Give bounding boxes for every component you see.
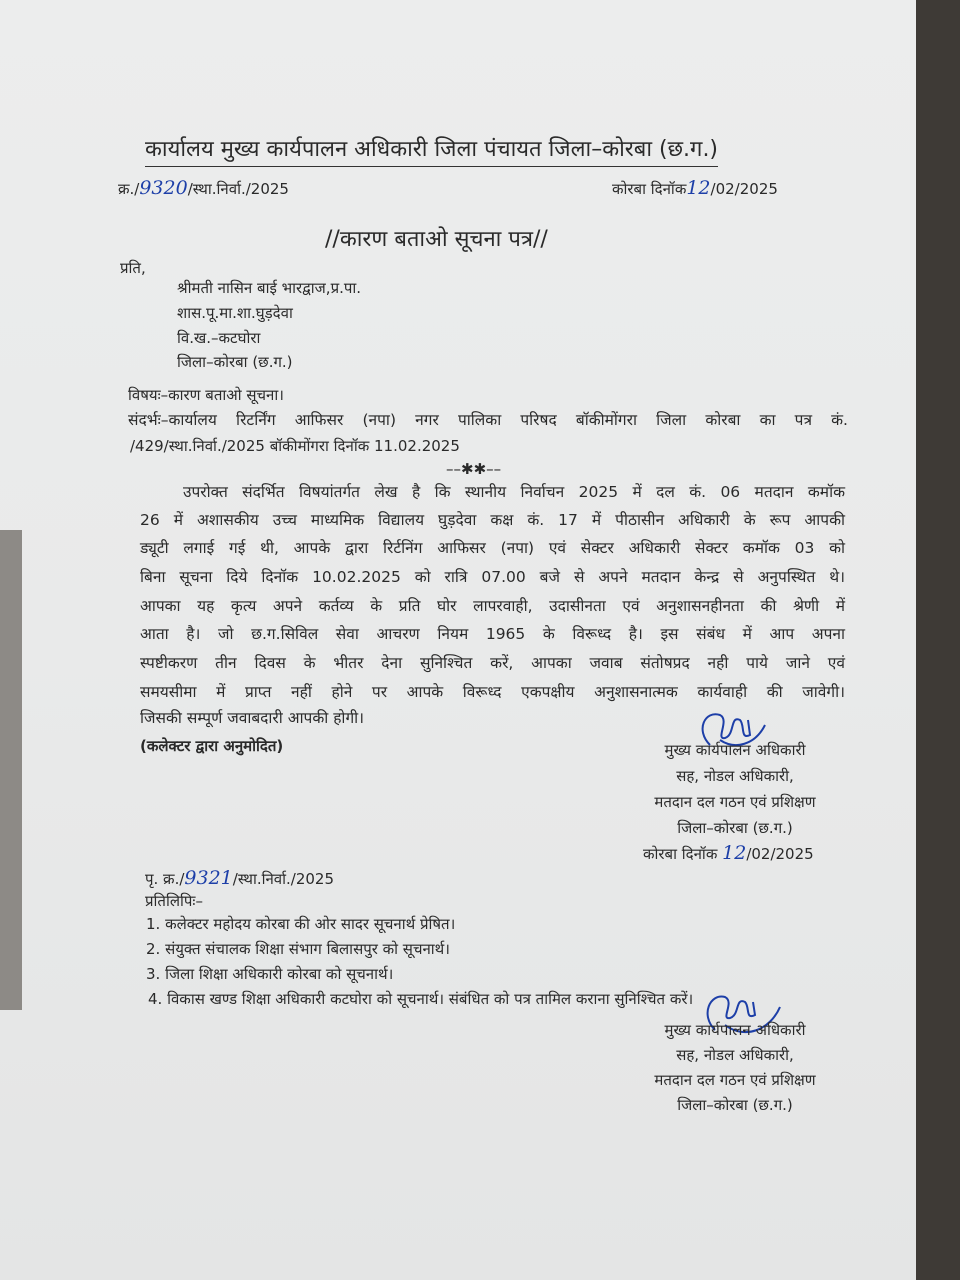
date-prefix: कोरबा दिनॉक xyxy=(643,845,718,863)
signature-block-line: मुख्य कार्यपालन अधिकारी xyxy=(664,1021,806,1039)
recipient-line: जिला–कोरबा (छ.ग.) xyxy=(177,353,293,371)
date-prefix: कोरबा दिनॉक xyxy=(612,180,687,198)
body-line: बिना सूचना दिये दिनॉक 10.02.2025 को रात्रि 07.00 बजे से अपने मतदान केन्द्र से अनुपस्थित थे। xyxy=(140,568,845,586)
signature-block-line: मतदान दल गठन एवं प्रशिक्षण xyxy=(654,1071,816,1089)
ref-prefix: क्र./ xyxy=(118,180,140,198)
copy-item: 4. विकास खण्ड शिक्षा अधिकारी कटघोरा को सूचनार्थ। संबंधित को पत्र तामिल कराना सुनिश्चित करें। xyxy=(148,990,694,1008)
signature-date: कोरबा दिनॉक 12/02/2025 xyxy=(643,842,814,864)
copy-label: प्रतिलिपिः– xyxy=(145,892,203,910)
body-line: स्पष्टीकरण तीन दिवस के भीतर देना सुनिश्चित करें, आपका जवाब संतोषप्रद नही पाये जाने एवं xyxy=(140,654,845,672)
subject-line: विषयः–कारण बताओ सूचना। xyxy=(128,386,284,404)
approval-note: (कलेक्टर द्वारा अनुमोदित) xyxy=(140,737,284,755)
signature-block-line: जिला–कोरबा (छ.ग.) xyxy=(677,1096,793,1114)
body-line: आपका यह कृत्य अपने कर्तव्य के प्रति घोर लापरवाही, उदासीनता एवं अनुशासनहीनता की श्रेणी में xyxy=(140,597,845,615)
signature-block-line: सह, नोडल अधिकारी, xyxy=(676,1046,794,1064)
signature-block-line: मुख्य कार्यपालन अधिकारी xyxy=(664,741,806,759)
letter-date xyxy=(612,178,778,199)
office-title: कार्यालय मुख्य कार्यपालन अधिकारी जिला पंचायत जिला–कोरबा (छ.ग.) xyxy=(145,136,718,167)
copy-item: 3. जिला शिक्षा अधिकारी कोरबा को सूचनार्थ। xyxy=(146,965,394,983)
body-line: जिसकी सम्पूर्ण जवाबदारी आपकी होगी। xyxy=(140,709,365,727)
handwritten-date-day: 12 xyxy=(686,177,711,199)
ref-suffix: /स्था.निर्वा./2025 xyxy=(232,870,335,888)
ref-suffix: /स्था.निर्वा./2025 xyxy=(187,180,289,198)
signature-block-line: जिला–कोरबा (छ.ग.) xyxy=(677,819,793,837)
handwritten-date-day: 12 xyxy=(722,842,747,864)
signature-block-line: सह, नोडल अधिकारी, xyxy=(676,767,794,785)
date-suffix: 02/2025 xyxy=(751,845,814,863)
handwritten-ref-number: 9320 xyxy=(139,177,188,199)
copy-item: 1. कलेक्टर महोदय कोरबा की ओर सादर सूचनार्थ प्रेषित। xyxy=(146,915,456,933)
recipient-line: वि.ख.–कटघोरा xyxy=(177,329,261,347)
to-label: प्रति, xyxy=(120,259,146,277)
body-line: ड्यूटी लगाई गई थी, आपके द्वारा रिर्टनिंग आफिसर (नपा) एवं सेक्टर अधिकारी सेक्टर कमॉक 03 को xyxy=(140,539,845,557)
body-line: 26 में अशासकीय उच्च माध्यमिक विद्यालय घुड़देवा कक्ष कं. 17 में पीठासीन अधिकारी के रूप आपकी xyxy=(140,511,845,529)
body-line: आता है। जो छ.ग.सिविल सेवा आचरण नियम 1965 के विरूध्द है। इस संबंध में आप अपना xyxy=(140,625,845,643)
reference-line: /429/स्था.निर्वा./2025 बॉकीमोंगरा दिनॉक 11.02.2025 xyxy=(130,437,460,455)
recipient-line: शास.पू.मा.शा.घुड़देवा xyxy=(177,304,293,322)
ref-prefix: पृ. क्र./ xyxy=(145,870,185,888)
body-line: उपरोक्त संदर्भित विषयांतर्गत लेख है कि स्थानीय निर्वाचन 2025 में दल कं. 06 मतदान कमॉक xyxy=(183,483,845,501)
reference-number xyxy=(118,178,289,199)
notice-title: //कारण बताओ सूचना पत्र// xyxy=(325,227,548,252)
body-line: समयसीमा में प्राप्त नहीं होने पर आपके विरूध्द एकपक्षीय अनुशासनात्मक कार्यवाही की जावेगी। xyxy=(140,683,845,701)
copy-reference-number xyxy=(145,868,334,889)
background-surface xyxy=(0,530,22,1010)
recipient-line: श्रीमती नासिन बाई भारद्वाज,प्र.पा. xyxy=(177,279,362,297)
signature-block-line: मतदान दल गठन एवं प्रशिक्षण xyxy=(654,793,816,811)
date-suffix: /02/2025 xyxy=(710,180,778,198)
section-separator: ––✱✱–– xyxy=(446,460,502,478)
reference-line: संदर्भः–कार्यालय रिटर्निंग आफिसर (नपा) नगर पालिका परिषद बॉकीमोंगरा जिला कोरबा का पत्र कं. xyxy=(128,411,848,429)
handwritten-ref-number: 9321 xyxy=(184,867,233,889)
copy-item: 2. संयुक्त संचालक शिक्षा संभाग बिलासपुर को सूचनार्थ। xyxy=(146,940,450,958)
